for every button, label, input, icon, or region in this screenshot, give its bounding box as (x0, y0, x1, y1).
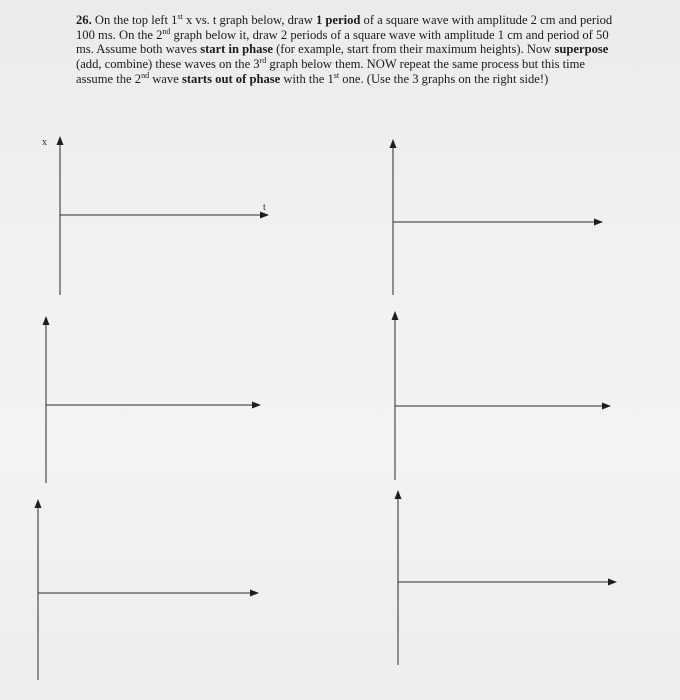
t-axis-arrow-icon (608, 579, 617, 586)
graph-middle-right[interactable] (392, 311, 612, 480)
emphasis-one-period: 1 period (315, 13, 361, 27)
t-axis-arrow-icon (594, 219, 603, 226)
y-axis-arrow-icon (43, 316, 50, 325)
t-axis-arrow-icon (250, 590, 259, 597)
problem-text: On the top left 1st x vs. t graph below, draw 1 period of a square wave with amplitude 2 cm and period 100 ms. On the 2nd graph below it, draw 2 periods of a square wave with amplitude 1 cm and period of 50 ms. Assume both waves start in phase (for example, start from their maximum heights). Now superpose (add, combine) these waves on the 3rd graph below them. NOW repeat the same process but this time assume the 2nd wave starts out of phase with the 1st one. (Use the 3 graphs on the right side!) (76, 11, 613, 86)
graph-bottom-right[interactable] (395, 490, 618, 665)
emphasis-superpose: superpose (554, 42, 609, 57)
emphasis-starts-out-of-phase: starts out of phase (181, 71, 281, 86)
y-axis-label: x (42, 137, 47, 148)
graph-bottom-left[interactable] (35, 499, 260, 680)
y-axis-arrow-icon (57, 136, 64, 145)
problem-number: 26. (76, 13, 92, 27)
t-axis-label: t (263, 202, 266, 213)
y-axis-arrow-icon (392, 311, 399, 320)
t-axis-arrow-icon (602, 403, 611, 410)
graph-top-right[interactable] (390, 139, 604, 295)
y-axis-arrow-icon (395, 490, 402, 499)
y-axis-arrow-icon (35, 499, 42, 508)
emphasis-start-in-phase: start in phase (200, 42, 273, 57)
y-axis-arrow-icon (390, 139, 397, 148)
graph-middle-left[interactable] (43, 316, 262, 483)
graph-top-left[interactable] (42, 136, 269, 295)
t-axis-arrow-icon (252, 402, 261, 409)
